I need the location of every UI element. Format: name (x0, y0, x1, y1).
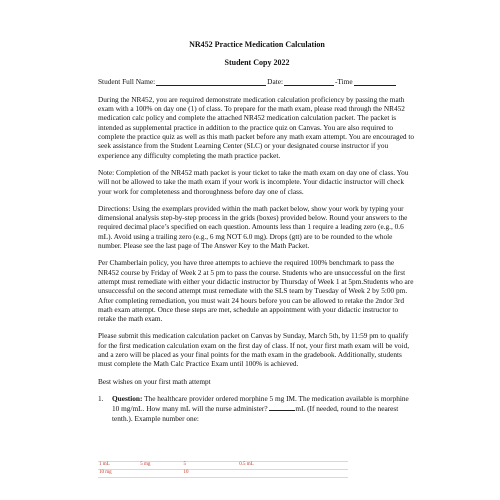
grid-cell: 5 (182, 462, 238, 470)
grid-row (98, 470, 348, 478)
date-blank[interactable] (284, 78, 334, 86)
grid-cell: 5 mg (139, 462, 182, 470)
grid-cell (238, 470, 348, 478)
grid-cell: 10 (182, 470, 238, 478)
dimensional-analysis-grid (98, 461, 348, 478)
document-subtitle: Student Copy 2022 (224, 58, 290, 68)
policy-paragraph: Per Chamberlain policy, you have three attempts to achieve the required 100% benchmark to pass the NR452 course by Friday of Week 2 at 5 pm to pass the course. Students who are unsuccessful on the first attempt must remediate with either your didactic instructor by Thursday of Week 1 at 5pm.Students who are unsuccessful on the second attempt must remediate with the SLS team by Tuesday of Week 2 by 5:00 pm. After completing remediation, you must wait 24 hours before you can be allowed to retake the 2ndor 3rd math exam attempt. Once these steps are met, schedule an appointment with your didactic instructor to retake the math exam. (98, 258, 414, 324)
time-blank[interactable] (354, 78, 396, 86)
grid-cell: 10 mg (98, 470, 139, 478)
name-label: Student Full Name: (98, 76, 156, 86)
question-number: 1. (98, 393, 104, 403)
grid-cell: 1 mL (98, 462, 139, 470)
question-item (98, 394, 416, 423)
question-list (98, 394, 416, 423)
note-paragraph: Note: Completion of the NR452 math packet is your ticket to take the math exam on day one of class. You will not be allowed to take the math exam if your work is incomplete. Your didactic instructor will check your work for completeness and thoroughness before day one of class. (98, 167, 409, 196)
question-text: The healthcare provider ordered morphine 5 mg IM. The medication available is morphine 10 mg/mL. How many mL will the nurse administer? (112, 393, 409, 414)
student-info-row (98, 77, 416, 86)
document-page (98, 40, 416, 423)
question-text-after: mL (If needed, round to the nearest tenth.). Example number one: (112, 404, 399, 423)
directions-paragraph: Directions: Using the exemplars provided within the math packet below, show your work by typing your dimensional analysis step-by-step process in the grids (boxes) provided below. Round your answers to the required decimal place’s specified on each question. Amounts less than 1 require a leading zero (e.g., 0.6 mL). Avoid using a trailing zero (e.g., 6 mg NOT 6.0 mg). Drops (gtt) are to be rounded to the whole number. Please see the last page of The Answer Key to the Math Packet. (98, 203, 408, 251)
grid-row (98, 462, 348, 470)
intro-paragraph: During the NR452, you are required demonstrate medication calculation proficiency by passing the math exam with a 100% on day one (1) of class. To prepare for the math exam, please read through the NR452 medication calc policy and complete the attached NR452 medication calculation packet. The packet is intended as supplemental practice in addition to the practice quiz on Canvas. You are also required to complete the practice quiz as well as this math packet before any math exam attempt. You are encouraged to seek assistance from the Student Learning Center (SLC) or your designated course instructor if you experience any difficulty completing the math practice packet. (98, 94, 415, 160)
date-label: Date: (267, 76, 283, 86)
best-wishes-text: Best wishes on your first math attempt (98, 376, 211, 386)
question-label: Question: (112, 393, 143, 403)
answer-blank[interactable] (269, 403, 295, 411)
time-label: -Time (334, 76, 353, 86)
submission-paragraph: Please submit this medication calculation packet on Canvas by Sunday, March 5th, by 11:59 pm to qualify for the first medication calculation exam on the first day of class. If not, your first math exam will be void, and a zero will be placed as your final points for the math exam in the gradebook. Additionally, students must complete the Math Calc Practice Exam until 100% is achieved. (98, 331, 410, 369)
document-title: NR452 Practice Medication Calculation (189, 40, 325, 49)
name-blank[interactable] (156, 78, 266, 86)
question-body (112, 394, 416, 423)
grid-cell (139, 470, 182, 478)
grid-cell: 0.5 mL (238, 462, 348, 470)
